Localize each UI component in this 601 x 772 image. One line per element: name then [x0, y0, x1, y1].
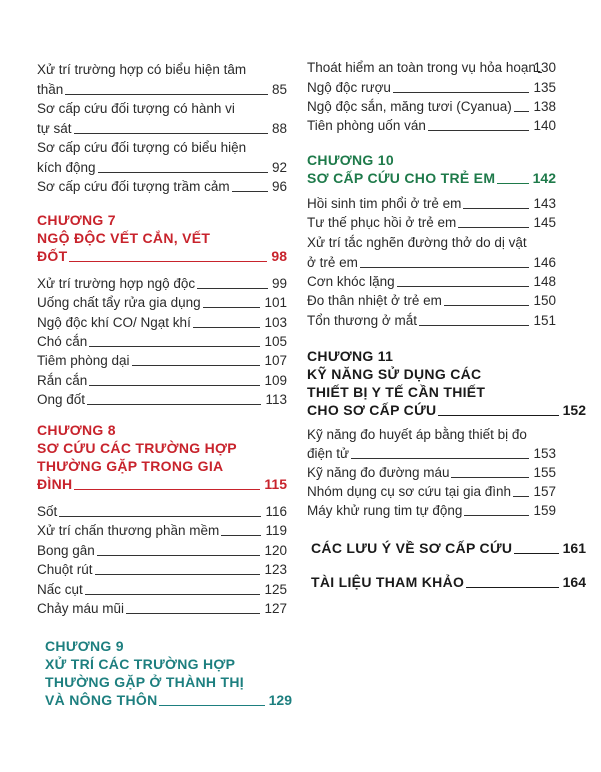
chapter-7-heading-page: 98 — [271, 248, 287, 264]
toc-entry-page: 125 — [264, 582, 287, 597]
chapter-8-heading-leader — [74, 489, 260, 490]
toc-entry-leader — [132, 365, 261, 366]
toc-entry-leader — [126, 613, 260, 614]
toc-entry-text: Xử trí trường hợp ngộ độc — [37, 276, 196, 291]
chapter-9-heading-leader — [159, 705, 264, 706]
toc-entry-leader — [393, 92, 530, 93]
chapter-8-heading-line: CHƯƠNG 8 — [37, 422, 116, 438]
chapter-8-heading-line: ĐÌNH — [37, 476, 73, 492]
toc-entry-page: 148 — [533, 274, 556, 289]
chapter-11-heading-leader — [438, 415, 558, 416]
toc-entry-text: kích động — [37, 160, 96, 175]
chapter-10-heading-page: 142 — [532, 170, 556, 186]
toc-entry-leader — [419, 325, 529, 326]
toc-entry-text: Rắn cắn — [37, 373, 88, 388]
toc-entry-page: 113 — [265, 392, 287, 407]
toc-entry-page: 140 — [533, 118, 556, 133]
toc-entry-page: 145 — [533, 215, 556, 230]
toc-entry-text: Thoát hiểm an toàn trong vụ hỏa hoạn — [307, 60, 536, 75]
toc-entry-page: 155 — [533, 465, 556, 480]
toc-entry-text: Bong gân — [37, 543, 95, 558]
toc-entry-text: Đo thân nhiệt ở trẻ em — [307, 293, 442, 308]
toc-entry-text: Chảy máu mũi — [37, 601, 125, 616]
toc-entry-text: Ngộ độc sắn, măng tươi (Cyanua) — [307, 99, 512, 114]
toc-entry-text: Kỹ năng đo huyết áp bằng thiết bị đo — [307, 427, 527, 442]
toc-entry-text: Xử trí tắc nghẽn đường thở do dị vật — [307, 235, 527, 250]
toc-entry-page: 109 — [264, 373, 287, 388]
toc-entry-page: 153 — [533, 446, 556, 461]
toc-entry-page: 130 — [533, 60, 556, 75]
toc-entry-text: Ngộ độc rượu — [307, 80, 391, 95]
toc-entry-page: 116 — [265, 504, 287, 519]
toc-entry-page: 150 — [533, 293, 556, 308]
toc-entry-text: Tổn thương ở mắt — [307, 313, 418, 328]
toc-entry-text: Sơ cấp cứu đối tượng có biểu hiện — [37, 140, 247, 155]
toc-entry-page: 138 — [533, 99, 556, 114]
toc-entry-text: Xử trí chấn thương phần mềm — [37, 523, 220, 538]
toc-entry-leader — [65, 94, 268, 95]
toc-entry-page: 123 — [264, 562, 287, 577]
toc-entry-text: Ngộ độc khí CO/ Ngạt khí — [37, 315, 191, 330]
toc-entry-leader — [360, 267, 530, 268]
toc-entry-page: 119 — [265, 523, 287, 538]
toc-entry-leader — [74, 133, 268, 134]
toc-entry-text: thần — [37, 82, 64, 97]
toc-entry-page: 143 — [533, 196, 556, 211]
toc-entry-text: Uống chất tẩy rửa gia dụng — [37, 295, 201, 310]
toc-entry-leader — [428, 130, 530, 131]
toc-entry-page: 105 — [264, 334, 287, 349]
chapter-11-heading-line: KỸ NĂNG SỬ DỤNG CÁC — [307, 366, 482, 382]
chapter-11-heading-line: THIẾT BỊ Y TẾ CẦN THIẾT — [307, 384, 486, 400]
toc-entry-page: 107 — [264, 353, 287, 368]
chapter-9-heading-page: 129 — [268, 692, 292, 708]
toc-entry-leader — [89, 346, 260, 347]
toc-entry-leader — [59, 516, 261, 517]
toc-entry-page: 120 — [264, 543, 287, 558]
toc-entry-text: Xử trí trường hợp có biểu hiện tâm — [37, 62, 247, 77]
notes-heading-line: CÁC LƯU Ý VỀ SƠ CẤP CỨU — [311, 540, 513, 556]
toc-entry-page: 103 — [264, 315, 287, 330]
toc-entry-page: 92 — [271, 160, 287, 175]
toc-entry-leader — [397, 286, 530, 287]
references-heading-page: 164 — [562, 574, 586, 590]
toc-entry-text: Sơ cấp cứu đối tượng trầm cảm — [37, 179, 230, 194]
chapter-10-heading-line: SƠ CẤP CỨU CHO TRẺ EM — [307, 170, 496, 186]
references-heading-leader — [466, 587, 558, 588]
chapter-7-heading-leader — [69, 261, 267, 262]
chapter-9-heading-line: THƯỜNG GẶP Ở THÀNH THỊ — [45, 674, 244, 690]
toc-entry-page: 127 — [264, 601, 287, 616]
chapter-7-heading-line: ĐỐT — [37, 248, 68, 264]
toc-entry-page: 99 — [271, 276, 287, 291]
toc-entry-page: 101 — [264, 295, 287, 310]
references-heading-line: TÀI LIỆU THAM KHẢO — [311, 574, 465, 590]
chapter-11-heading-page: 152 — [562, 402, 586, 418]
toc-entry-page: 159 — [533, 503, 556, 518]
chapter-8-heading-line: SƠ CỨU CÁC TRƯỜNG HỢP — [37, 440, 237, 456]
chapter-10-heading-line: CHƯƠNG 10 — [307, 152, 394, 168]
chapter-11-heading-line: CHO SƠ CẤP CỨU — [307, 402, 437, 418]
toc-entry-leader — [89, 385, 260, 386]
toc-entry-text: Máy khử rung tim tự động — [307, 503, 463, 518]
chapter-9-heading-line: XỬ TRÍ CÁC TRƯỜNG HỢP — [45, 656, 236, 672]
toc-entry-text: Hồi sinh tim phổi ở trẻ em — [307, 196, 462, 211]
toc-entry-page: 96 — [271, 179, 287, 194]
toc-entry-text: Tiên phòng uốn ván — [307, 118, 426, 133]
toc-entry-text: ở trẻ em — [307, 255, 358, 270]
chapter-7-heading-line: NGỘ ĐỘC VẾT CẮN, VẾT — [37, 230, 211, 246]
toc-entry-leader — [98, 172, 268, 173]
chapter-8-heading-line: THƯỜNG GẶP TRONG GIA — [37, 458, 224, 474]
toc-entry-text: Tư thế phục hồi ở trẻ em — [307, 215, 457, 230]
toc-entry-page: 85 — [271, 82, 287, 97]
toc-entry-text: Kỹ năng đo đường máu — [307, 465, 450, 480]
toc-entry-text: Cơn khóc lặng — [307, 274, 395, 289]
toc-entry-page: 146 — [533, 255, 556, 270]
toc-entry-text: điện tử — [307, 446, 350, 461]
toc-entry-leader — [95, 574, 261, 575]
toc-entry-text: Chuột rút — [37, 562, 93, 577]
toc-entry-text: Ong đốt — [37, 392, 86, 407]
toc-entry-text: Sơ cấp cứu đối tượng có hành vi — [37, 101, 235, 116]
chapter-8-heading-page: 115 — [264, 476, 287, 492]
chapter-11-heading-line: CHƯƠNG 11 — [307, 348, 394, 364]
chapter-7-heading-line: CHƯƠNG 7 — [37, 212, 116, 228]
toc-entry-text: Nấc cụt — [37, 582, 83, 597]
toc-entry-page: 151 — [533, 313, 556, 328]
toc-entry-text: Tiêm phòng dại — [37, 353, 130, 368]
toc-entry-leader — [85, 594, 261, 595]
toc-entry-leader — [97, 555, 261, 556]
toc-entry-text: Nhóm dụng cụ sơ cứu tại gia đình — [307, 484, 512, 499]
toc-entry-page: 135 — [533, 80, 556, 95]
toc-entry-page: 88 — [271, 121, 287, 136]
chapter-9-heading-line: VÀ NÔNG THÔN — [45, 692, 158, 708]
notes-heading-page: 161 — [562, 540, 586, 556]
toc-entry-page: 157 — [533, 484, 556, 499]
toc-entry-text: Chó cắn — [37, 334, 88, 349]
toc-entry-leader — [351, 458, 529, 459]
chapter-9-heading-line: CHƯƠNG 9 — [45, 638, 124, 654]
toc-entry-text: tự sát — [37, 121, 72, 136]
toc-entry-leader — [87, 404, 261, 405]
toc-entry-text: Sốt — [37, 504, 58, 519]
